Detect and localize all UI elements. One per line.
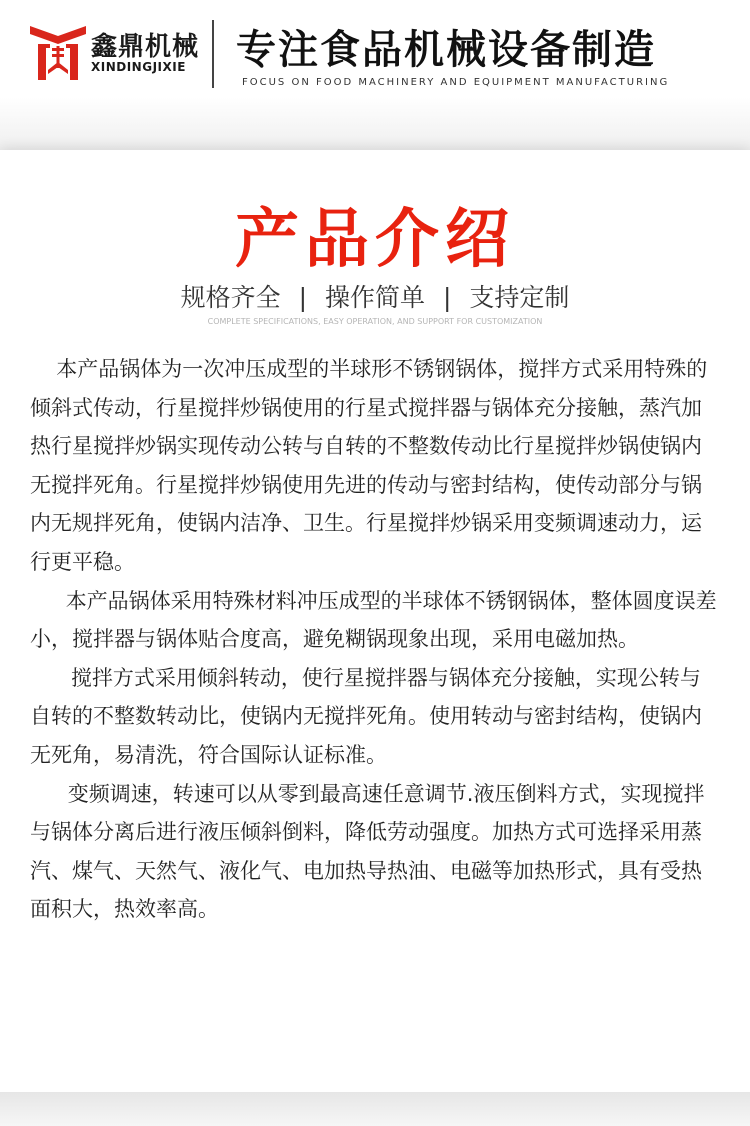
content-card [0,150,750,1092]
paragraph: 本产品锅体为一次冲压成型的半球形不锈钢锅体，搅拌方式采用特殊的倾斜式传动，行星搅拌炒锅使用的行星式搅拌器与锅体充分接触，蒸汽加热行星搅拌炒锅实现传动公转与自转的不整数传动比行星搅拌炒锅使锅内无搅拌死角。行星搅拌炒锅使用先进的传动与密封结构，使传动部分与锅内无规拌死角，使锅内洁净、卫生。行星搅拌炒锅采用变频调速动力，运行更平稳。 [30,357,708,574]
header [0,0,750,150]
feature-list [0,278,750,314]
feature-list-en: COMPLETE SPECIFICATIONS, EASY OPERATION, AND SUPPORT FOR CUSTOMIZATION [207,317,543,326]
feature-item: 规格齐全 [180,283,281,312]
slogan-en: FOCUS ON FOOD MACHINERY AND EQUIPMENT MANUFACTURING [242,77,670,88]
bottom-band [0,1092,750,1126]
feature-separator: | [442,283,452,312]
brand-name-en: XINDINGJIXIE [91,60,186,74]
body-text [30,350,720,929]
paragraph: 变频调速，转速可以从零到最高速任意调节.液压倒料方式，实现搅拌与锅体分离后进行液压倾斜倒料，降低劳动强度。加热方式可选择采用蒸汽、煤气、天然气、液化气、电加热导热油、电磁等加热形式，具有受热面积大，热效率高。 [30,781,705,922]
paragraph: 搅拌方式采用倾斜转动，使行星搅拌器与锅体充分接触，实现公转与自转的不整数转动比，使锅内无搅拌死角。使用转动与密封结构，使锅内无死角，易清洗，符合国际认证标准。 [30,665,702,767]
page-title: 产品介绍 [235,203,515,277]
header-divider [212,20,214,88]
feature-item: 操作简单 [324,283,425,312]
feature-separator: | [298,283,308,312]
logo-icon [28,22,88,82]
feature-item: 支持定制 [469,283,570,312]
slogan: 专注食品机械设备制造 [236,27,656,73]
paragraph: 本产品锅体采用特殊材料冲压成型的半球体不锈钢锅体，整体圆度误差小，搅拌器与锅体贴合度高，避免糊锅现象出现，采用电磁加热。 [30,588,717,652]
brand-name: 鑫鼎机械 [91,32,200,62]
